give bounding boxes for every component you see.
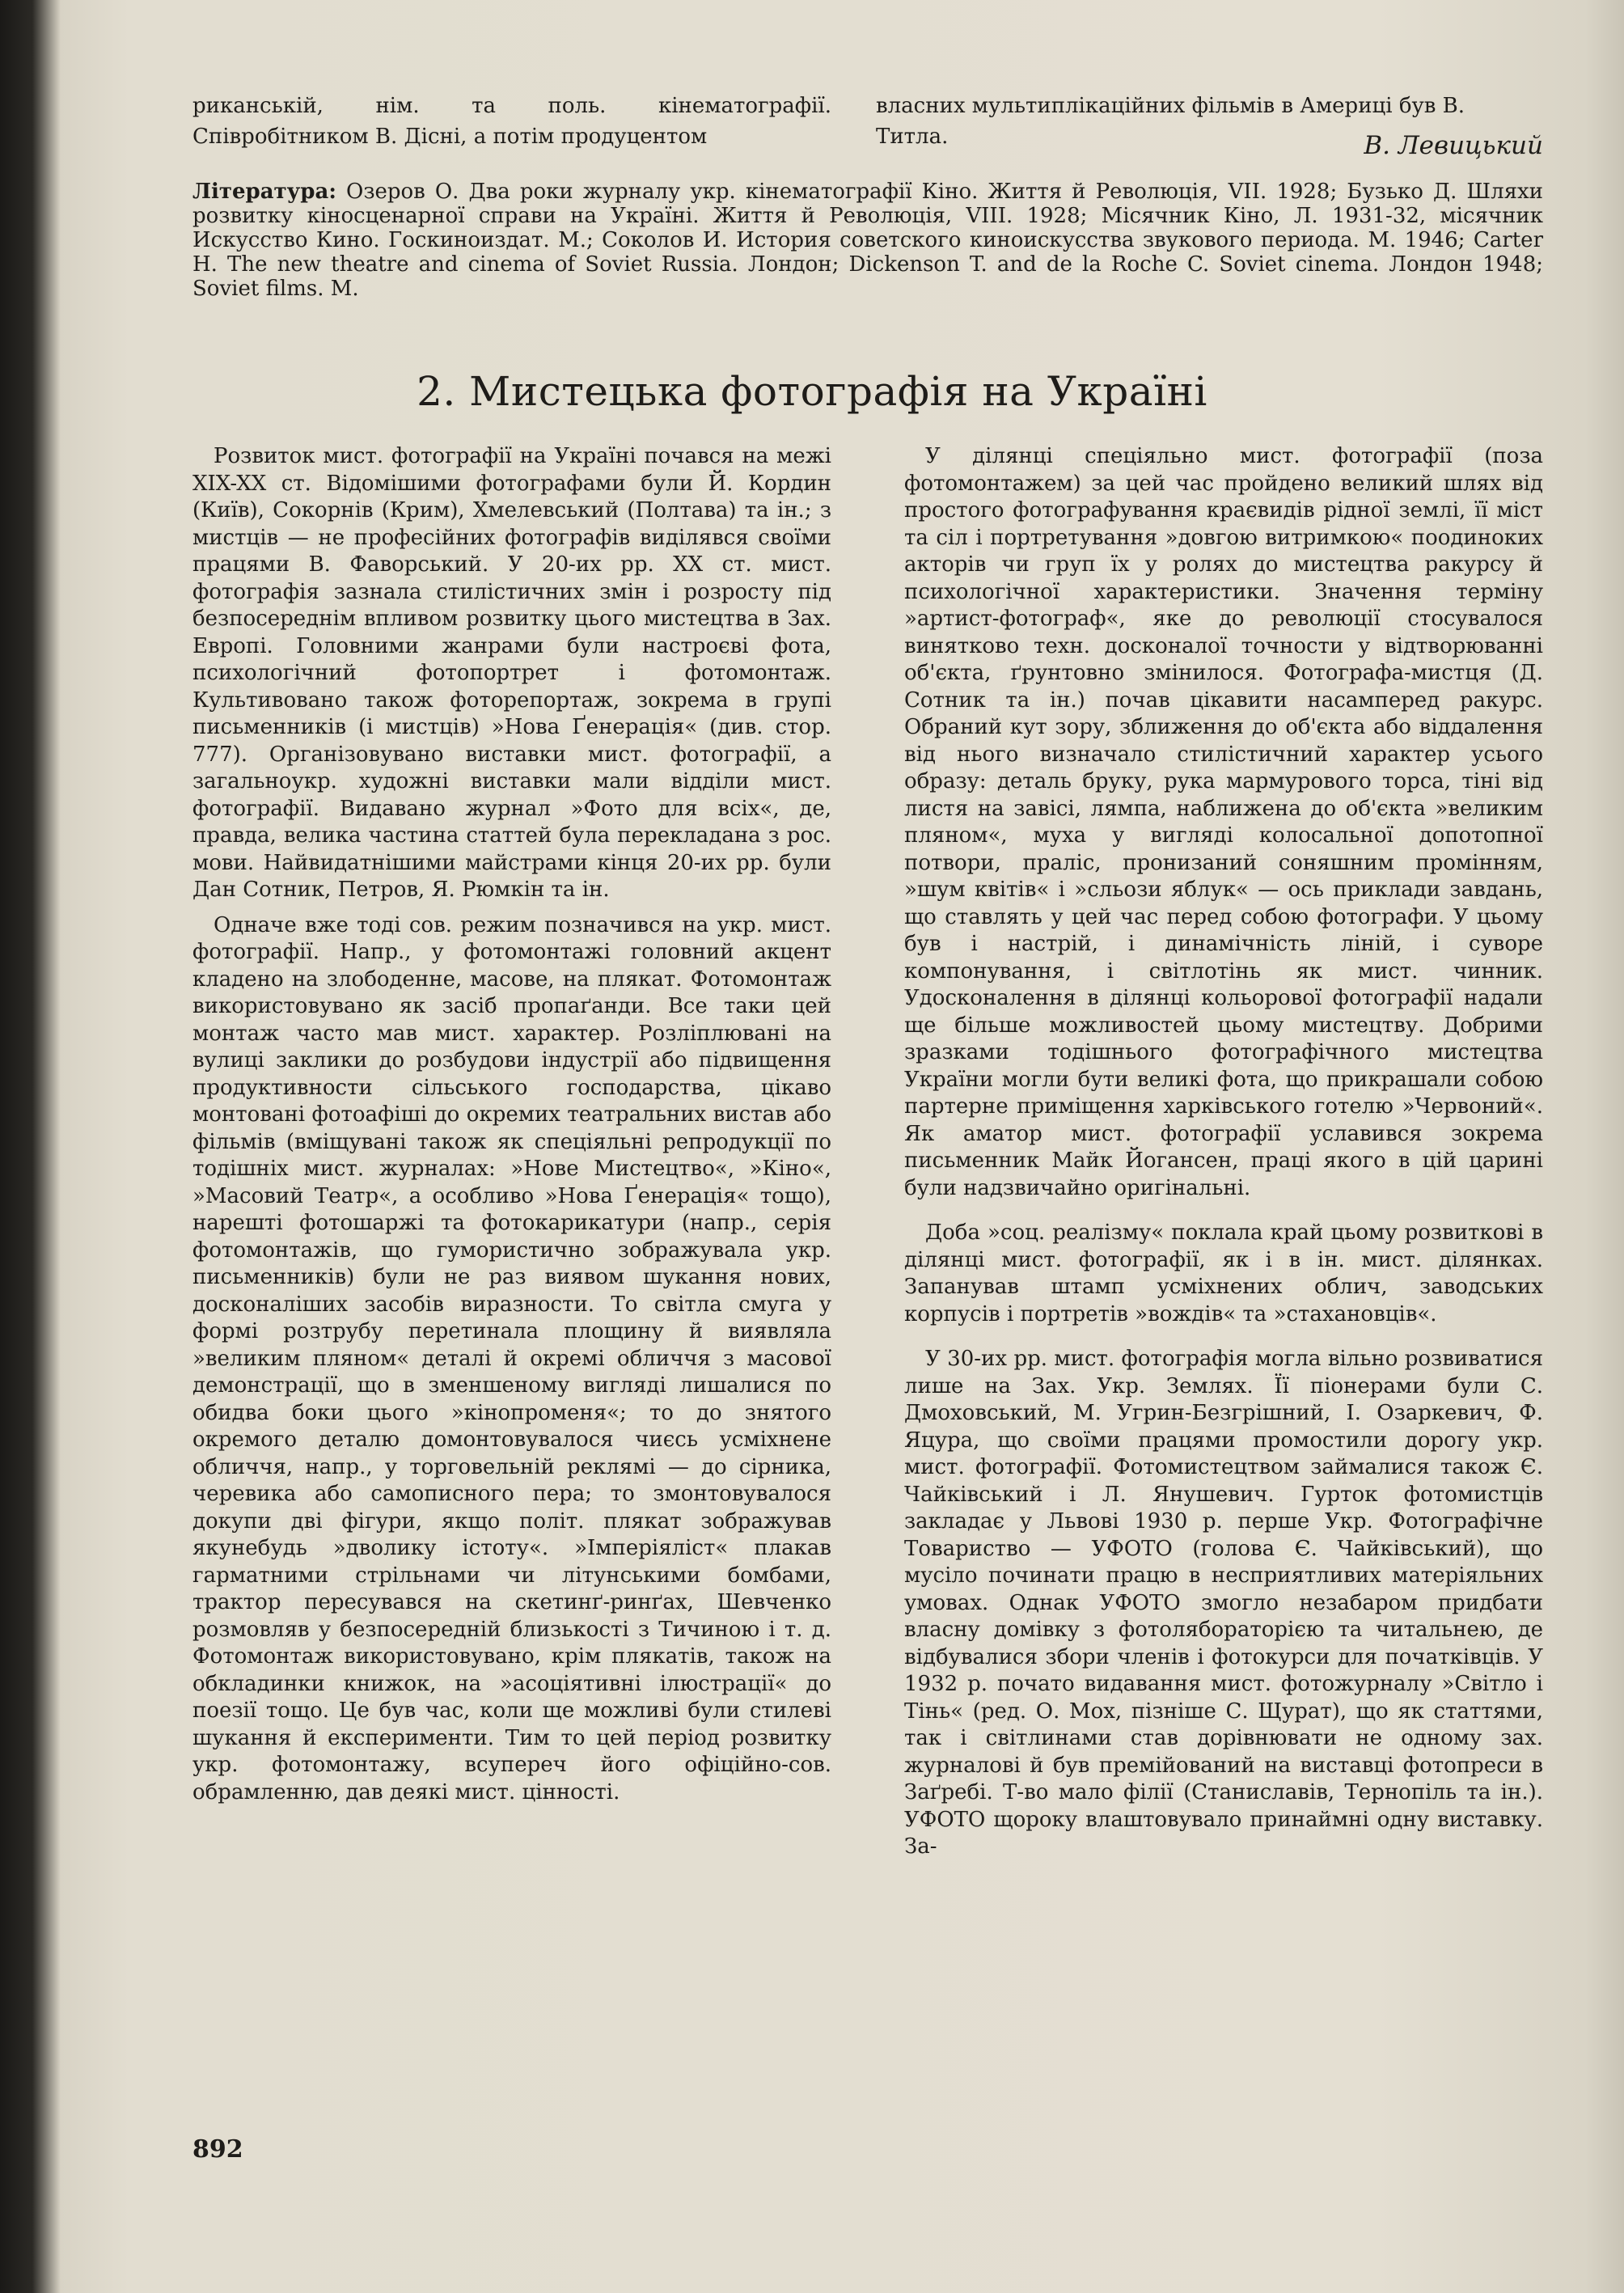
paragraph: Розвиток мист. фотографії на Україні почався на межі XIX-XX ст. Відомішими фотографами були Й. Кордин (Київ), Сокорнів (Крим), Хмелевський (Полтава) та ін.; з мистців — не професійних фотографів виділявся своїми працями В. Фаворський. У 20-их рр. XX ст. мист. фотографія зазнала стилістичних змін і розросту під безпосереднім впливом розвитку цього мистецтва в Зах. Европі. Головними жанрами були настроєві фота, психологічний фотопортрет і фотомонтаж. Культивовано також фоторепортаж, зокрема в групі письменників (і мистців) »Нова Ґенерація« (див. стор. 777). Організовувано виставки мист. фотографії, а загальноукр. художні виставки мали відділи мист. фотографії. Видавано журнал »Фото для всіх«, де, правда, велика частина статтей була перекладана з рос. мови. Найвидатнішими майстрами кінця 20-их рр. були Дан Сотник, Петров, Я. Рюмкін та ін.	[192, 444, 831, 902]
left-column	[192, 443, 831, 1814]
paragraph: Доба »соц. реалізму« поклала край цьому розвиткові в ділянці мист. фотографії, як і в ін. мист. ділянках. Запанував штамп усміхнених облич, заводських корпусів і портретів »вождів« та »стахановців«.	[904, 1221, 1543, 1326]
top-continuation	[192, 91, 1543, 160]
page-number: 892	[192, 2135, 243, 2164]
author-signature: В. Левицький	[1364, 131, 1543, 160]
paragraph: У ділянці спеціяльно мист. фотографії (поза фотомонтажем) за цей час пройдено великий шлях від простого фотографування краєвидів рідної землі, її міст та сіл і портретування »довгою витримкою« поодиноких акторів чи груп їх у ролях до мистецтва ракурсу й психологічної характеристики. Значення терміну »артист-фотограф«, яке до революції стосувалося винятково техн. досконалої точности у відтворюванні об'єкта, ґрунтовно змінилося. Фотографа-мистця (Д. Сотник та ін.) почав цікавити насамперед ракурс. Обраний кут зору, зближення до об'єкта або віддалення від нього визначало стилістичний характер усього образу: деталь бруку, рука мармурового торса, тіні від листя на завісі, лямпа, наближена до об'єкта »великим пляном«, муха у вигляді колосальної допотопної потвори, праліс, пронизаний соняшним промінням, »шум квітів« і »сльози яблук« — ось приклади завдань, що ставлять у цей час перед собою фотографи. У цьому був і настрій, і динамічність ліній, і суворе компонування, і світлотінь як мист. чинник. Удосконалення в ділянці кольорової фотографії надали ще більше можливостей цьому мистецтву. Добрими зразками тодішнього фотографічного мистецтва України могли бути великі фота, що прикрашали собою партерне приміщення харківського готелю »Червоний«. Як аматор мист. фотографії уславився зокрема письменник Майк Йогансен, праці якого в цій царині були надзвичайно оригінальні.	[904, 444, 1543, 1200]
literature-text: Озеров О. Два роки журналу укр. кінематографії Кіно. Життя й Революція, VII. 1928; Бузько Д. Шляхи розвитку кіносценарної справи на Україні. Життя й Революція, VIII. 1928; Місячник Кіно, Л. 1931-32, місячник Искусство Кино. Госкиноиздат. М.; Соколов И. История советского киноискусства звукового периода. М. 1946; Carter H. The new theatre and cinema of Soviet Russia. Лондон; Dickenson T. and de la Roche C. Soviet cinema. Лондон 1948; Soviet films. М.	[192, 180, 1543, 301]
literature-block	[192, 180, 1543, 301]
paragraph: Одначе вже тоді сов. режим позначився на укр. мист. фотографії. Напр., у фотомонтажі головний акцент кладено на злободенне, масове, на плякат. Фотомонтаж використовувано як засіб пропаґанди. Все таки цей монтаж часто мав мист. характер. Розліплювані на вулиці заклики до розбудови індустрії або підвищення продуктивности сільського господарства, цікаво монтовані фотоафіші до окремих театральних вистав або фільмів (вміщувані також як спеціяльні репродукції по тодішніх мист. журналах: »Нове Мистецтво«, »Кіно«, »Масовий Театр«, а особливо »Нова Ґенерація« тощо), нарешті фотошаржі та фотокарикатури (напр., серія фотомонтажів, що гумористично зображувала укр. письменників) були не раз виявом шукання нових, досконаліших засобів виразности. То світла смуга у формі розтрубу перетинала площину й виявляла »великим пляном« деталі й окремі обличчя з масової демонстрації, що в зменшеному вигляді лишалися по обидва боки цього »кінопроменя«; то до знятого окремого деталю домонтовувалося чиєсь усміхнене обличчя, напр., у торговельній реклямі — до сірника, черевика або самописного пера; то змонтовувалося докупи дві фігури, якщо політ. плякат зображував якунебудь »дволику істоту«. »Імперіяліст« плакав гарматними стрільнами чи літунськими бомбами, трактор пересувався на скетинґ-ринґах, Шевченко розмовляв у безпосередній близькості з Тичиною і т. д. Фотомонтаж використовувано, крім плякатів, також на обкладинки книжок, на »асоціятивні ілюстрації« до поезії тощо. Це був час, коли ще можливі були стилеві шукання й експерименти. Тим то цей період розвитку укр. фотомонтажу, всупереч його офіційно-сов. обрамленню, дав деякі мист. цінності.	[192, 912, 831, 1804]
literature-label: Література:	[192, 180, 336, 204]
paragraph: У 30-их рр. мист. фотографія могла вільно розвиватися лише на Зах. Укр. Землях. Її піонерами були С. Дмоховський, М. Угрин-Безгрішний, І. Озаркевич, Ф. Яцура, що своїми працями промостили дорогу укр. мист. фотографії. Фотомистецтвом займалися також Є. Чайківський і Л. Янушевич. Гурток фотомистців закладає у Львові 1930 р. перше Укр. Фотографічне Товариство — УФОТО (голова Є. Чайківський), що мусіло починати працю в несприятливих матеріяльних умовах. Однак УФОТО змогло незабаром придбати власну домівку з фотолябораторією та читальнею, де відбувалися збори членів і фотокурси для початківців. У 1932 р. почато видавання мист. фотожурналу »Світло і Тінь« (ред. О. Мох, пізніше С. Щурат), що як статтями, так і світлинами став дорівнювати не одному зах. журналові й був премійований на виставці фотопреси в Заґребі. Т-во мало філії (Станиславів, Тернопіль та ін.). УФОТО щороку влаштовувало принаймні одну виставку. За-	[904, 1347, 1543, 1859]
right-column	[904, 443, 1543, 1879]
top-left-text: риканській, нім. та поль. кінематографії. Співробітником В. Дісні, а потім продуцентом	[192, 94, 831, 149]
section-title: 2. Мистецька фотографія на Україні	[417, 368, 1207, 415]
top-right-paragraph: власних мультиплікаційних фільмів в Америці був В. Титла.	[876, 94, 1465, 149]
